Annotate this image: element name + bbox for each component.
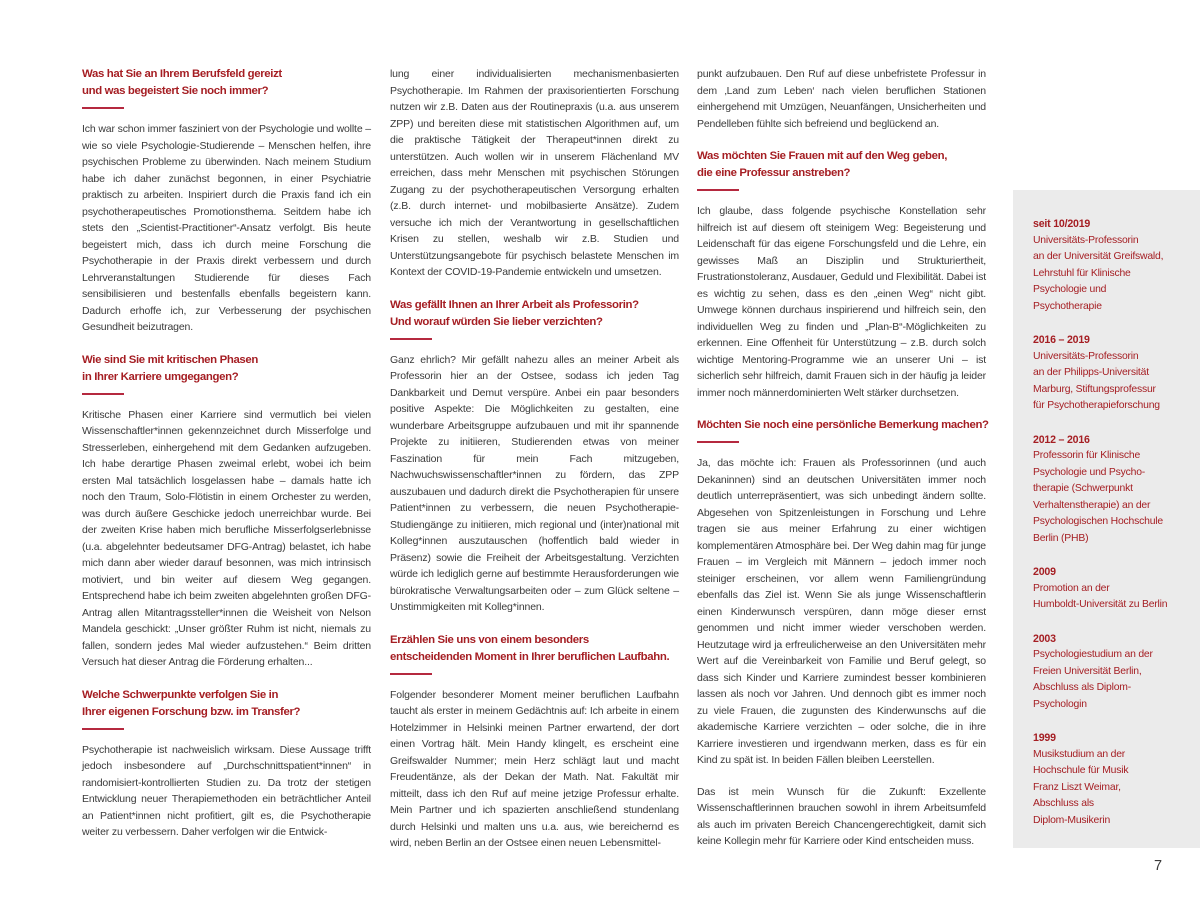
- heading-rule: [82, 393, 124, 395]
- interview-column-1: [82, 66, 371, 841]
- qa-block: [82, 352, 371, 671]
- qa-block: [82, 687, 371, 841]
- question-heading: Wie sind Sie mit kritischen Phasen in Ihrer Karriere umgegangen?: [82, 353, 259, 383]
- interview-column-2: [390, 66, 679, 852]
- timeline-entry: [1033, 332, 1186, 415]
- qa-block: [697, 148, 986, 401]
- qa-block: [390, 297, 679, 616]
- timeline-description: Psychologiestudium an der Freien Universität Berlin, Abschluss als Diplom- Psychologin: [1033, 649, 1153, 710]
- qa-block: [697, 417, 989, 850]
- answer-paragraph: Psychotherapie ist nachweislich wirksam. Diese Aussage trifft jedoch insbesondere auf „Durchschnittspatient*innen“ in randomisiert-kontrollierten Studien zu. Da trotz der stetigen Entwicklung neuer Therapiemethoden ein beträchtlicher Anteil an Patient*innen nicht profitiert, gilt es, die Psychotherapie weiter zu verbessern. Daher verfolgen wir die Entwick-: [82, 743, 371, 838]
- answer-paragraph: Ganz ehrlich? Mir gefällt nahezu alles an meiner Arbeit als Professorin hier an der Ostsee, sodass ich jeden Tag Dankbarkeit und Demut verspüre. Anbei ein paar besonders positive Aspekte: Die Möglichkeiten zu gestalten, eine wunderbare Arbeitsgruppe aufzubauen und mit ihr spannende Projekte zu initiieren, Studierenden etwas von meiner Faszination für mein Fach mitzugeben, Nachwuchswissenschaftler*innen zu fördern, das ZPP auszubauen und dadurch direkt die Psychotherapien für unsere Patient*innen zu verbessern, die neuen Psychotherapie-Studiengänge zu initiieren, mich regional und (inter)national mit Kolleg*innen auszutauschen (hoffentlich bald wieder in Präsenz) sowie die Freiheit der Arbeitsgestaltung. Verzichten würde ich lediglich gerne auf bestimmte Herausforderungen wie bürokratische Verwaltungsarbeiten oder – zum Glück seltene – Unstimmigkeiten mit Kolleg*innen.: [390, 353, 679, 613]
- heading-rule: [697, 441, 739, 443]
- timeline-period: 2009: [1033, 566, 1056, 578]
- timeline-period: 2003: [1033, 632, 1056, 645]
- qa-block: [82, 66, 371, 336]
- timeline-entry: [1033, 730, 1186, 829]
- answer-paragraph: Ich glaube, dass folgende psychische Konstellation sehr hilfreich ist auf diesem oft steinigem Weg: Begeisterung und Leidenschaft für das eigene Forschungsfeld und die Lehre, ein gewisses Maß an Disziplin und Strukturiertheit, Frustrationstoleranz, Ausdauer, Geduld und Flexibilität. Dabei ist es wichtig zu sehen, dass es den „einen Weg“ nicht gibt. Umwege können durchaus inspirierend und hilfreich sein, den individuellen Weg zu finden und „Plan-B“-Möglichkeiten zu erkennen. Eine Offenheit für Unterstützung – z.B. durch solch wichtige Mentoring-Programme wie an unserer Uni – ist sicherlich sehr hilfreich, damit Frauen sich in der häufig ja leider immer noch männerdominierten Welt stärker durchsetzen.: [697, 205, 986, 399]
- timeline-period: seit 10/2019: [1033, 218, 1091, 230]
- question-heading: Was möchten Sie Frauen mit auf den Weg geben, die eine Professur anstreben?: [697, 150, 948, 179]
- timeline-entry: [1033, 432, 1186, 548]
- timeline-description: Professorin für Klinische Psychologie und Psycho- therapie (Schwerpunkt Verhaltenstherapie) an der Psychologischen Hochschule Berlin (PHB): [1033, 450, 1163, 544]
- timeline-period: 2016 – 2019: [1033, 334, 1090, 346]
- timeline-entry: [1033, 564, 1186, 614]
- answer-paragraph: Das ist mein Wunsch für die Zukunft: Exzellente Wissenschaftlerinnen brauchen sowohl in ihrem Arbeitsumfeld als auch im privaten Bereich Chancengerechtigkeit, damit sich keine Kollegin mehr für Karriere oder Kind entscheiden muss.: [697, 785, 986, 847]
- heading-rule: [390, 673, 432, 675]
- qa-block: [390, 632, 679, 852]
- timeline-description: Musikstudium an der Hochschule für Musik Franz Liszt Weimar, Abschluss als Diplom-Musikerin: [1033, 748, 1129, 826]
- timeline-period: 1999: [1033, 732, 1056, 744]
- question-heading: Was gefällt Ihnen an Ihrer Arbeit als Professorin? Und worauf würden Sie lieber verzichten?: [390, 298, 639, 328]
- interview-column-3: [697, 66, 989, 850]
- question-heading: Erzählen Sie uns von einem besonders entscheidenden Moment in Ihrer beruflichen Laufbahn.: [390, 633, 670, 663]
- answer-paragraph: Ich war schon immer fasziniert von der Psychologie und wollte – wie so viele Psychologie-Studierende – Menschen helfen, ihre psychischen Probleme zu überwinden. Nach meinem Studium habe ich daher zunächst begonnen, in einer Psychiatrie praktisch zu arbeiten. Inspiriert durch die Praxis fand ich ein psychotherapeutisches Promotionsthema. Seitdem habe ich stets den „Scientist-Practitioner“-Ansatz verfolgt. Bis heute begeistert mich, dass ich durch meine Forschung die Psychotherapie in der Praxis direkt verbessern und durch Lehrveranstaltungen Studierende für dieses Fach sensibilisieren und bestenfalls ebenfalls begeistern kann. Dadurch erhoffe ich, zur Verbesserung der psychischen Gesundheit beizutragen.: [82, 123, 371, 333]
- answer-paragraph: Folgender besonderer Moment meiner beruflichen Laufbahn taucht als erster in meinem Gedächtnis auf: Ich arbeite in einem Hotelzimmer in Helsinki meinen Partner erwartend, der dort einen Vortrag hält. Mein Handy klingelt, es erscheint eine Greifswalder Nummer; mein Herz schlägt laut und macht Freudentänze, als der Dekan der Math. Nat. Fakultät mir mitteilt, dass ich den Ruf auf meine jetzige Professur erhalte. Mein Partner und ich spazierten anschließend stundenlang durch Helsinki und malten uns u.a. aus, wie bereichernd es wird, neben Berlin an der Ostsee einen neuen Lebensmittel-: [390, 688, 679, 849]
- answer-paragraph-continued: lung einer individualisierten mechanismenbasierten Psychotherapie. Im Rahmen der praxisorientierten Forschung nutzen wir z.B. Daten aus der Routinepraxis (u.a. aus unserem ZPP) und bereiten diese mit statistischen Algorithmen auf, um die praktische Tätigkeit der Therapeut*innen direkt zu unterstützen. Auch wollen wir in unserem Flächenland MV erreichen, dass mehr Menschen mit psychischen Störungen Zugang zu der psychotherapeutischen Versorgung erhalten (z.B. durch internet- und mobilbasierte Ansätze). Zudem versuche ich mich der Verantwortung in gesellschaftlichen Krisen zu stellen, weshalb wir z.B. Studien und Unterstützungsangebote für psychisch belastete Menschen im Kontext der COVID-19-Pandemie entwickeln und umsetzen.: [390, 68, 679, 278]
- timeline-entry: [1033, 216, 1186, 315]
- timeline-description: Universitäts-Professorin an der Universität Greifswald, Lehrstuhl für Klinische Psychologie und Psychotherapie: [1033, 234, 1164, 312]
- qa-block: [390, 66, 679, 281]
- heading-rule: [390, 338, 432, 340]
- heading-rule: [82, 107, 124, 109]
- timeline-description: Promotion an der Humboldt-Universität zu Berlin: [1033, 582, 1168, 610]
- timeline-description: Universitäts-Professorin an der Philipps-Universität Marburg, Stiftungsprofessur für Psychotherapieforschung: [1033, 350, 1160, 411]
- page-number: 7: [1153, 858, 1163, 874]
- question-heading: Möchten Sie noch eine persönliche Bemerkung machen?: [697, 419, 989, 431]
- question-heading: Was hat Sie an Ihrem Berufsfeld gereizt und was begeistert Sie noch immer?: [82, 68, 282, 97]
- timeline-period: 2012 – 2016: [1033, 433, 1090, 446]
- career-timeline-sidebar: [1013, 190, 1200, 848]
- heading-rule: [697, 189, 739, 191]
- answer-paragraph-continued: punkt aufzubauen. Den Ruf auf diese unbefristete Professur in dem ‚Land zum Leben‘ nach vielen beruflichen Stationen einhergehend mit Umzügen, Neuanfängen, Unsicherheiten und Pendelleben fühlte sich befreiend und beglückend an.: [697, 68, 986, 130]
- answer-paragraph: Ja, das möchte ich: Frauen als Professorinnen (und auch Dekaninnen) sind an deutschen Universitäten immer noch deutlich unterrepräsentiert, was sich unbedingt ändern sollte. Abgesehen von Spitzenleistungen in Forschung und Lehre tragen sie aus meiner Erfahrung zu einer wichtigen komplementären Atmosphäre bei. Der Weg dahin mag für junge Frauen – im Vergleich mit Männern – jedoch immer noch steiniger erscheinen, vor allem wenn Familiengründung ebenfalls das Ziel ist. Wenn Sie als junge Wissenschaftlerin einen Kinderwunsch verspüren, dann möge dieser ernst genommen und nicht immer wieder verschoben werden. Heutzutage wird ja erfreulicherweise an den Universitäten mehr Wert auf die Vereinbarkeit von Familie und Beruf gelegt, so dass sich Kinder und Karriere zumindest besser kombinieren lassen als noch vor Jahren. Und dennoch gibt es immer noch zu viele Frauen, die zugunsten des Kinderwunschs auf die akademische Karriere verzichten – oder solche, die in ihre Karriere investieren und irgendwann merken, dass es für ein Kind zu spät ist. In beiden Fällen bleiben Leerstellen.: [697, 457, 986, 766]
- answer-paragraph: Kritische Phasen einer Karriere sind vermutlich bei vielen Wissenschaftler*innen gekennzeichnet durch Misserfolge und Stresserleben, einhergehend mit dem Gedanken aufzugeben. Ich habe derartige Phasen zweimal erlebt, wobei ich beim ersten Mal tatsächlich losgelassen habe – damals hatte ich noch den Traum, Solo-Flötistin in einem Orchester zu werden, was durch äußere Geschicke jedoch unerreichbar wurde. Bei der zweiten Krise haben mich berufliche Misserfolgserlebnisse (u.a. abgelehnter bedeutsamer DFG-Antrag) belastet, ich habe mich dann aber wieder darauf besonnen, was mich intrinsisch motiviert, und bin weiter auf diesem Weg gegangen. Entsprechend habe ich beim zweiten abgelehnten großen DFG-Antrag allen Mitantragssteller*innen die Weisheit von Nelson Mandela geschickt: „Unser größter Ruhm ist nicht, niemals zu fallen, sondern jedes Mal wieder aufzustehen.“ Beim dritten Versuch hat dieser Antrag die Förderung erhalten...: [82, 408, 371, 668]
- question-heading: Welche Schwerpunkte verfolgen Sie in Ihrer eigenen Forschung bzw. im Transfer?: [82, 688, 301, 718]
- heading-rule: [82, 728, 124, 730]
- timeline-entry: [1033, 631, 1186, 714]
- qa-block: [697, 66, 986, 132]
